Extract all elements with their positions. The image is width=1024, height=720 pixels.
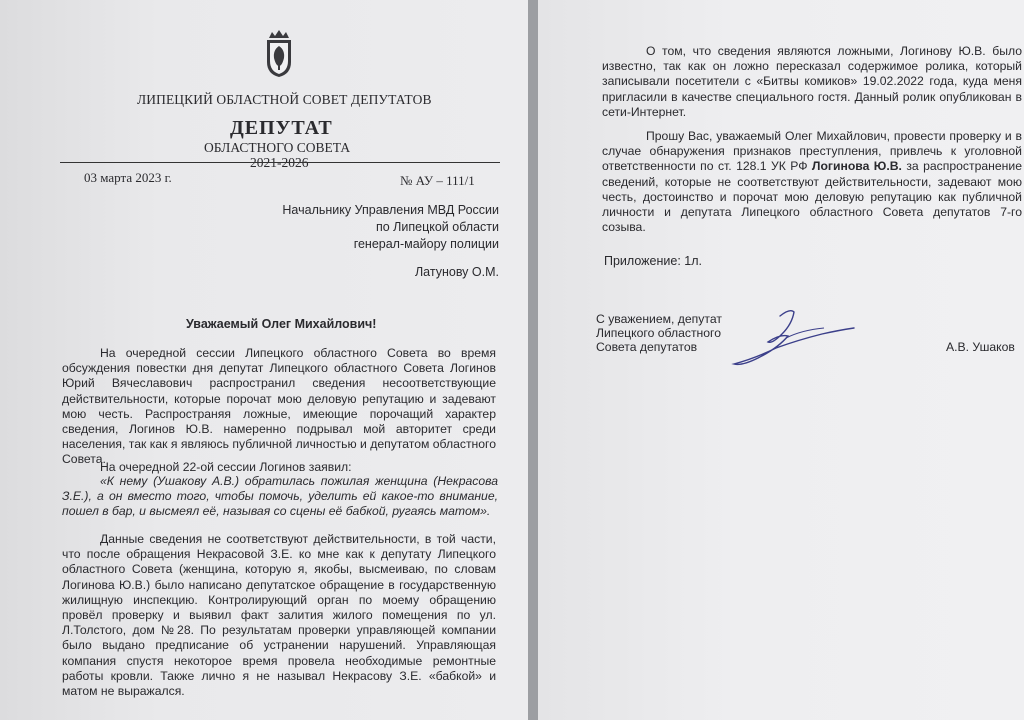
council-name: ЛИПЕЦКИЙ ОБЛАСТНОЙ СОВЕТ ДЕПУТАТОВ xyxy=(137,92,432,107)
body-paragraph-1: На очередной сессии Липецкого областного Совета во время обсуждения повестки дня депутат Липецкого областного Совета Логинов Юрий Вячеславович распространил сведения несоответствующие действительности, которые порочат мою деловую репутацию и задевают мою честь. Распространяя ложные, имеющие порочащий характер сведения, Логинов Ю.В. намеренно подрывал мой авторитет среди населения, так как я являюсь публичной личностью и депутатом областного Совета. xyxy=(62,346,496,467)
signer-name: А.В. Ушаков xyxy=(946,340,1015,354)
letter-number: № АУ – 111/1 xyxy=(400,173,475,188)
addressee-line-2: по Липецкой области xyxy=(375,220,499,234)
addressee-line-3: генерал-майору полиции xyxy=(353,237,499,251)
deputy-subtitle: ОБЛАСТНОГО СОВЕТА xyxy=(204,140,351,155)
accused-name: Логинова Ю.В. xyxy=(811,159,902,174)
quote-paragraph: «К нему (Ушакову А.В.) обратилась пожилая женщина (Некрасова З.Е.), а он вместо того, чтобы помочь, уделить ей какое-то внимание, пошел в бар, и высмеял её, называя со сцены её бабкой, ругаясь матом». xyxy=(62,474,498,519)
salutation: Уважаемый Олег Михайлович! xyxy=(186,317,377,331)
right-page xyxy=(538,0,1024,720)
header-divider xyxy=(60,162,500,163)
closing-line-3: Совета депутатов xyxy=(596,340,698,354)
right-paragraph-1: О том, что сведения являются ложными, Логинову Ю.В. было известно, так как он ложно пересказал содержимое ролика, который записывали посетители с «Битвы комиков» 19.02.2022 года, куда меня пригласили в качестве специального гостя. Данный ролик опубликован в сети-Интернет. xyxy=(602,44,1022,119)
request-text-end: за распространение сведений, которые не соответствуют действительности, задевают мою честь, достоинство и порочат мою деловую репутацию как публичной личности и депутата Липецкого областного Совета депутатов 7-го созыва. xyxy=(602,159,1022,235)
request-text-start: Прошу Вас, уважаемый Олег Михайлович, провести проверку и в случае обнаружения признаков преступления, привлечь к уголовной ответственности по ст. 128.1 УК РФ xyxy=(602,129,1022,174)
closing-line-2: Липецкого областного xyxy=(596,326,721,340)
convocation-years: 2021-2026 xyxy=(250,155,309,170)
signature-icon xyxy=(728,300,868,370)
body-paragraph-4: Данные сведения не соответствуют действительности, в той части, что после обращения Некрасовой З.Е. ко мне как к депутату Липецкого областного Совета (женщина, которую я, якобы, высмеиваю, по словам Логинова Ю.В.) было написано депутатское обращение в государственную жилищную инспекцию. Контролирующий орган по моему обращению провёл проверку и выявил факт залития жилого помещения по ул. Л.Толстого, дом №28. По результатам проверки управляющей компании было выдано предписание об устранении нарушений. Управляющая компания спустя некоторое время провела необходимые ремонтные работы кровли. Также лично я не называл Некрасову З.Е. «бабкой» и матом не выражался. xyxy=(62,532,496,699)
addressee-line-1: Начальнику Управления МВД России xyxy=(282,203,499,217)
attachment-note: Приложение: 1л. xyxy=(604,254,702,268)
right-paragraph-2 xyxy=(602,129,1022,235)
coat-of-arms-icon xyxy=(262,28,296,78)
page-gap xyxy=(528,0,538,720)
letter-date: 03 марта 2023 г. xyxy=(84,170,172,185)
closing-line-1: С уважением, депутат xyxy=(596,312,722,326)
deputy-title: ДЕПУТАТ xyxy=(230,117,333,139)
addressee-name: Латунову О.М. xyxy=(414,265,499,279)
body-paragraph-2: На очередной 22-ой сессии Логинов заявил: xyxy=(100,460,352,474)
